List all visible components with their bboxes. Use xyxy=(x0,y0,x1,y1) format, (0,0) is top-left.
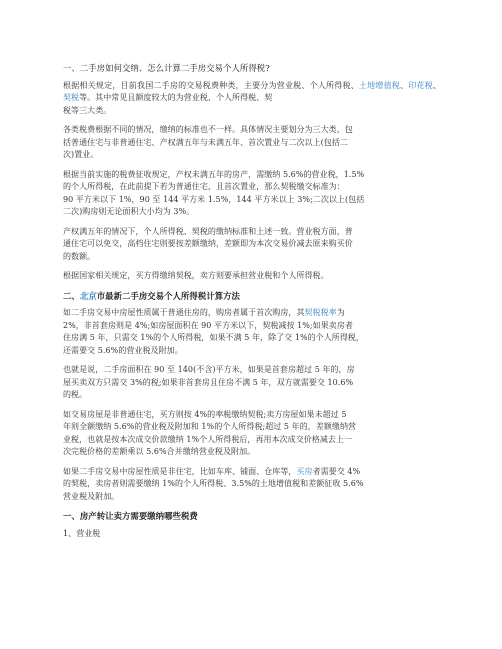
text: 各类税费根据不同的情况，缴纳的标准也不一样。具体情况主要划分为三大类，包 xyxy=(63,125,353,134)
section-heading-3: 一、房产转让卖方需要缴纳哪些税费 xyxy=(63,511,198,521)
text: 的税。 xyxy=(63,390,88,399)
text: 、 xyxy=(432,80,442,90)
text: 税等三大类。 xyxy=(63,105,112,115)
text: 年则全额缴纳 5.6%的营业税及附加和 1%的个人所得税;超过 5 年的，差额缴纳营 xyxy=(63,422,357,431)
text: 住房满 5 年，只需交 1%的个人所得税，如果不满 5 年，除了交 1%的个人所得税， xyxy=(63,333,364,342)
text: 括普通住宅与非普通住宅、产权满五年与未满五年、首次置业与二次以上(包括二 xyxy=(63,137,348,147)
section-heading-1: 一、二手房如何交纳、怎么计算二手房交易个人所得税? xyxy=(63,63,270,73)
link-deed-tax-rate[interactable]: 契税税率 xyxy=(304,308,337,317)
paragraph-under-five-years xyxy=(63,169,441,219)
link-beijing[interactable]: 北京 xyxy=(79,290,97,301)
article-body xyxy=(63,62,441,540)
paragraph-buyer-seller: 根据国家相关规定，买方得缴纳契税，卖方则要承担营业税和个人所得税。 xyxy=(63,271,329,280)
text: 屋买卖双方只需交 3%的税;如果非首套房且住房不满 5 年，双方就需要交 10.6% xyxy=(63,377,354,387)
text: 市最新二手房交易个人所得税计算方法 xyxy=(96,290,240,301)
text: 的契税，卖房者则需要缴纳 1%的个人所得税、3.5%的土地增值税和差额征收 5.6% xyxy=(63,479,364,488)
text: 通住宅可以免交，高档住宅则要按差额缴纳，差额即为本次交易价减去原来购买价 xyxy=(63,239,353,248)
text: 的个人所得税，在此前提下若为普通住宅，且首次置业，那么契税缴交标准为： xyxy=(63,182,345,191)
text: 者需要交 4% xyxy=(312,466,361,476)
text: 根据当前实施的税费征收规定，产权未满五年的房产，需缴纳 5.6%的营业税，1.5% xyxy=(63,169,365,179)
paragraph-non-ordinary xyxy=(63,409,441,459)
text: 如果二手房交易中房屋性质是非住宅，比如车库、铺面、仓库等， xyxy=(63,466,297,476)
text: 等。其中常见且额度较大的为营业税、个人所得税、契 xyxy=(79,93,273,102)
text: 2%，非首套房则是 4%;如房屋面积在 90 平方米以下，契税减按 1%;如果卖房者 xyxy=(63,320,353,330)
link-stamp-tax[interactable]: 印花税 xyxy=(408,80,433,90)
section-heading-2 xyxy=(63,290,441,303)
link-deed-tax[interactable]: 契税 xyxy=(63,93,80,102)
link-buyer[interactable]: 买房 xyxy=(296,466,313,476)
paragraph-tax-types xyxy=(63,80,441,118)
text: 如交易房屋是非普通住宅，买方则按 4%的率税缴纳契税;卖方房屋如果未超过 5 xyxy=(63,409,347,419)
text: 营业税及附加。 xyxy=(63,491,120,501)
text: 也就是说，二手房面积在 90 至 140(不含)平方米，如果是首套房超过 5 年的，房 xyxy=(63,365,355,374)
text: 如二手房交易中房屋性质属于普通住房的，购房者属于首次购房，其 xyxy=(63,308,305,317)
text: 业税，也就是按本次成交价款缴纳 1%个人所得税后，再用本次成交价格减去上一 xyxy=(63,434,353,444)
text: 、 xyxy=(400,80,409,90)
text: 还需要交 5.6%的营业税及附加。 xyxy=(63,345,183,355)
paragraph-ordinary-housing xyxy=(63,307,441,357)
link-land-vat[interactable]: 土地增值税 xyxy=(358,80,401,90)
text: 二、 xyxy=(63,290,80,301)
paragraph-categories xyxy=(63,124,441,162)
text: 次)置业。 xyxy=(63,150,99,159)
list-item-business-tax: 1、营业税 xyxy=(63,528,101,538)
text: 二次)购房则无论面积大小均为 3%。 xyxy=(63,207,195,216)
paragraph-area-summary xyxy=(63,364,441,402)
paragraph-over-five-years xyxy=(63,226,441,264)
text: 90 平方米以下 1%，90 至 144 平方米 1.5%，144 平方米以上 3%;二次以上(包括 xyxy=(63,194,365,204)
text: 根据相关规定，目前我国二手房的交易税费种类，主要分为营业税、个人所得税、 xyxy=(63,80,359,90)
text: 次完税价格的差额乘以 5.6%合并缴纳营业税及附加。 xyxy=(63,447,256,456)
paragraph-non-residential xyxy=(63,466,441,504)
text: 产权满五年的情况下，个人所得税、契税的缴纳标准和上述一致。营业税方面，普 xyxy=(63,226,353,236)
text: 为 xyxy=(336,308,345,317)
text: 的数额。 xyxy=(63,251,96,261)
